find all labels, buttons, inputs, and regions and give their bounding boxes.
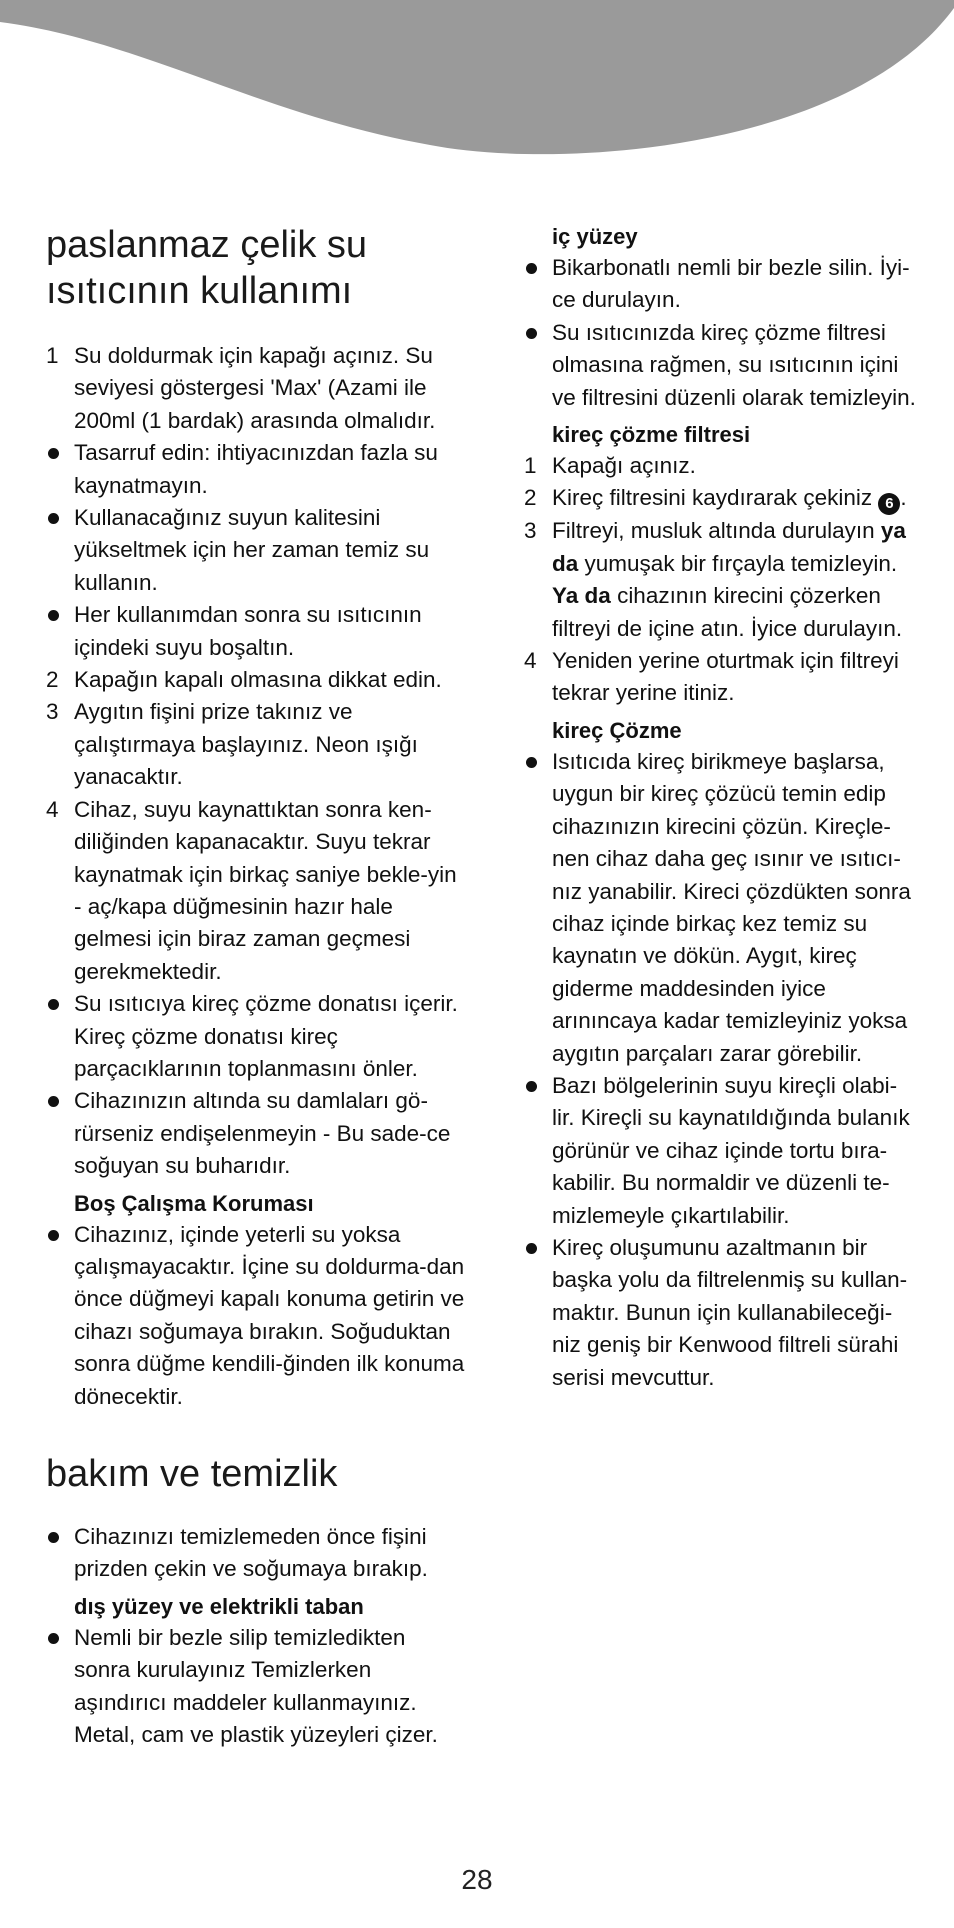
page-number: 28 <box>461 1864 493 1895</box>
list-item: 3 Filtreyi, musluk altında durulayın ya da yumuşak bir fırçayla temizleyin. Ya da cihazının kirecini çözerken filtreyi de içine atın. İyice durulayın. <box>524 515 919 645</box>
step-number: 1 <box>46 343 59 368</box>
section-title-usage <box>46 222 466 314</box>
header-wave-decoration <box>0 0 954 160</box>
list-item: Kullanacağınız suyun kalitesini yükseltmek için her zaman temiz su kullanın. <box>46 502 466 599</box>
list-item: 1 Kapağı açınız. <box>524 450 919 482</box>
bullet-icon <box>524 252 546 274</box>
step-number: 4 <box>524 648 537 674</box>
title-line-1: paslanmaz çelik su <box>46 224 368 266</box>
step-number: 2 <box>46 667 59 693</box>
list-item: 4 Yeniden yerine oturtmak için filtreyi tekrar yerine itiniz. <box>524 645 919 710</box>
list-item: 4 Cihaz, suyu kaynattıktan sonra ken-diliğinden kapanacaktır. Suyu tekrar kaynatmak için birkaç saniye bekle-yin - aç/kapa düğmesinin hazır hale gelmesi için biraz zaman geçmesi gerekmektedir. <box>46 794 466 988</box>
step-number: 2 <box>524 485 537 511</box>
bullet-icon <box>524 1232 546 1254</box>
bullet-icon <box>524 746 546 768</box>
list-item: Isıtıcıda kireç birikmeye başlarsa, uygun bir kireç çözücü temin edip cihazınızın kirecini çözün. Kireçle-nen cihaz daha geç ısınır ve ısıtıcı-nız yanabilir. Kireci çözdükten sonra cihaz içinde birkaç kez temiz su kaynatın ve dökün. Aygıt, kireç giderme maddesinden iyice arınıncaya kadar temizleyiniz yoksa aygıtın parçaları zarar görebilir. <box>524 746 919 1070</box>
bullet-icon <box>46 988 68 1010</box>
subheading-descaling: kireç Çözme <box>552 717 682 743</box>
list-item: Nemli bir bezle silip temizledikten sonra kurulayınız Temizlerken aşındırıcı maddeler kullanmayınız. Metal, cam ve plastik yüzeyleri çizer. <box>46 1622 466 1752</box>
subheading-dry-protection: Boş Çalışma Koruması <box>74 1190 314 1216</box>
bullet-icon <box>524 317 546 339</box>
list-item: Tasarruf edin: ihtiyacınızdan fazla su kaynatmayın. <box>46 437 466 502</box>
list-item: Su ısıtıcınızda kireç çözme filtresi olmasına rağmen, su ısıtıcının içini ve filtresini düzenli olarak temizleyin. <box>524 317 919 414</box>
usage-list <box>46 340 466 1183</box>
list-item: Kireç oluşumunu azaltmanın bir başka yolu da filtrelenmiş su kullan-maktır. Bunun için kullanabileceği-niz geniş bir Kenwood filtreli sürahi serisi mevcuttur. <box>524 1232 919 1394</box>
subheading-filter: kireç çözme filtresi <box>552 422 751 448</box>
subheading-inner-surface: iç yüzey <box>552 224 638 249</box>
right-column <box>524 222 919 1394</box>
bullet-icon <box>46 1085 68 1107</box>
list-item: 1 Su doldurmak için kapağı açınız. Su seviyesi göstergesi 'Max' (Azami ile 200ml (1 bardak) arasında olmalıdır. <box>46 340 466 437</box>
bullet-icon <box>524 1070 546 1092</box>
list-item: Her kullanımdan sonra su ısıtıcının içindeki suyu boşaltın. <box>46 599 466 664</box>
list-item: Cihazınızın altında su damlaları gö-rürseniz endişelenmeyin - Bu sade-ce soğuyan su buharıdır. <box>46 1085 466 1182</box>
list-item: Su ısıtıcıya kireç çözme donatısı içerir. Kireç çözme donatısı kireç parçacıklarının toplanmasını önler. <box>46 988 466 1085</box>
subheading-outer-surface: dış yüzey ve elektrikli taban <box>74 1593 364 1619</box>
step-number: 3 <box>524 518 537 544</box>
list-item: Bazı bölgelerinin suyu kireçli olabi-lir. Kireçli su kaynatıldığında bulanık görünür ve cihaz içinde tortu bıra-kabilir. Bu normaldir ve düzenli te-mizlemeyle çıkartılabilir. <box>524 1070 919 1232</box>
title-line-2: ısıtıcının kullanımı <box>46 270 353 312</box>
step-number: 4 <box>46 796 59 822</box>
step-number: 3 <box>46 699 59 725</box>
list-item: 2 Kapağın kapalı olmasına dikkat edin. <box>46 664 466 696</box>
bullet-icon <box>46 1622 68 1644</box>
figure-reference-icon: 6 <box>878 493 900 515</box>
list-item: Cihazınız, içinde yeterli su yoksa çalışmayacaktır. İçine su doldurma-dan önce düğmeyi kapalı konuma getirin ve cihazı soğumaya bırakın. Soğuduktan sonra düğme kendili-ğinden ilk konuma dönecektir. <box>46 1219 466 1413</box>
bullet-icon <box>46 1521 68 1543</box>
bullet-icon <box>46 1219 68 1241</box>
bullet-icon <box>46 437 68 459</box>
list-item: Cihazınızı temizlemeden önce fişini prizden çekin ve soğumaya bırakıp. <box>46 1521 466 1586</box>
list-item: Bikarbonatlı nemli bir bezle silin. İyi-ce durulayın. <box>524 252 919 317</box>
left-column <box>46 222 466 1751</box>
step-number: 1 <box>524 453 537 479</box>
list-item: 3 Aygıtın fişini prize takınız ve çalıştırmaya başlayınız. Neon ışığı yanacaktır. <box>46 696 466 793</box>
bullet-icon <box>46 599 68 621</box>
list-item: 2 Kireç filtresini kaydırarak çekiniz 6 . <box>524 482 919 515</box>
bullet-icon <box>46 502 68 524</box>
section-title-care: bakım ve temizlik <box>46 1453 338 1495</box>
